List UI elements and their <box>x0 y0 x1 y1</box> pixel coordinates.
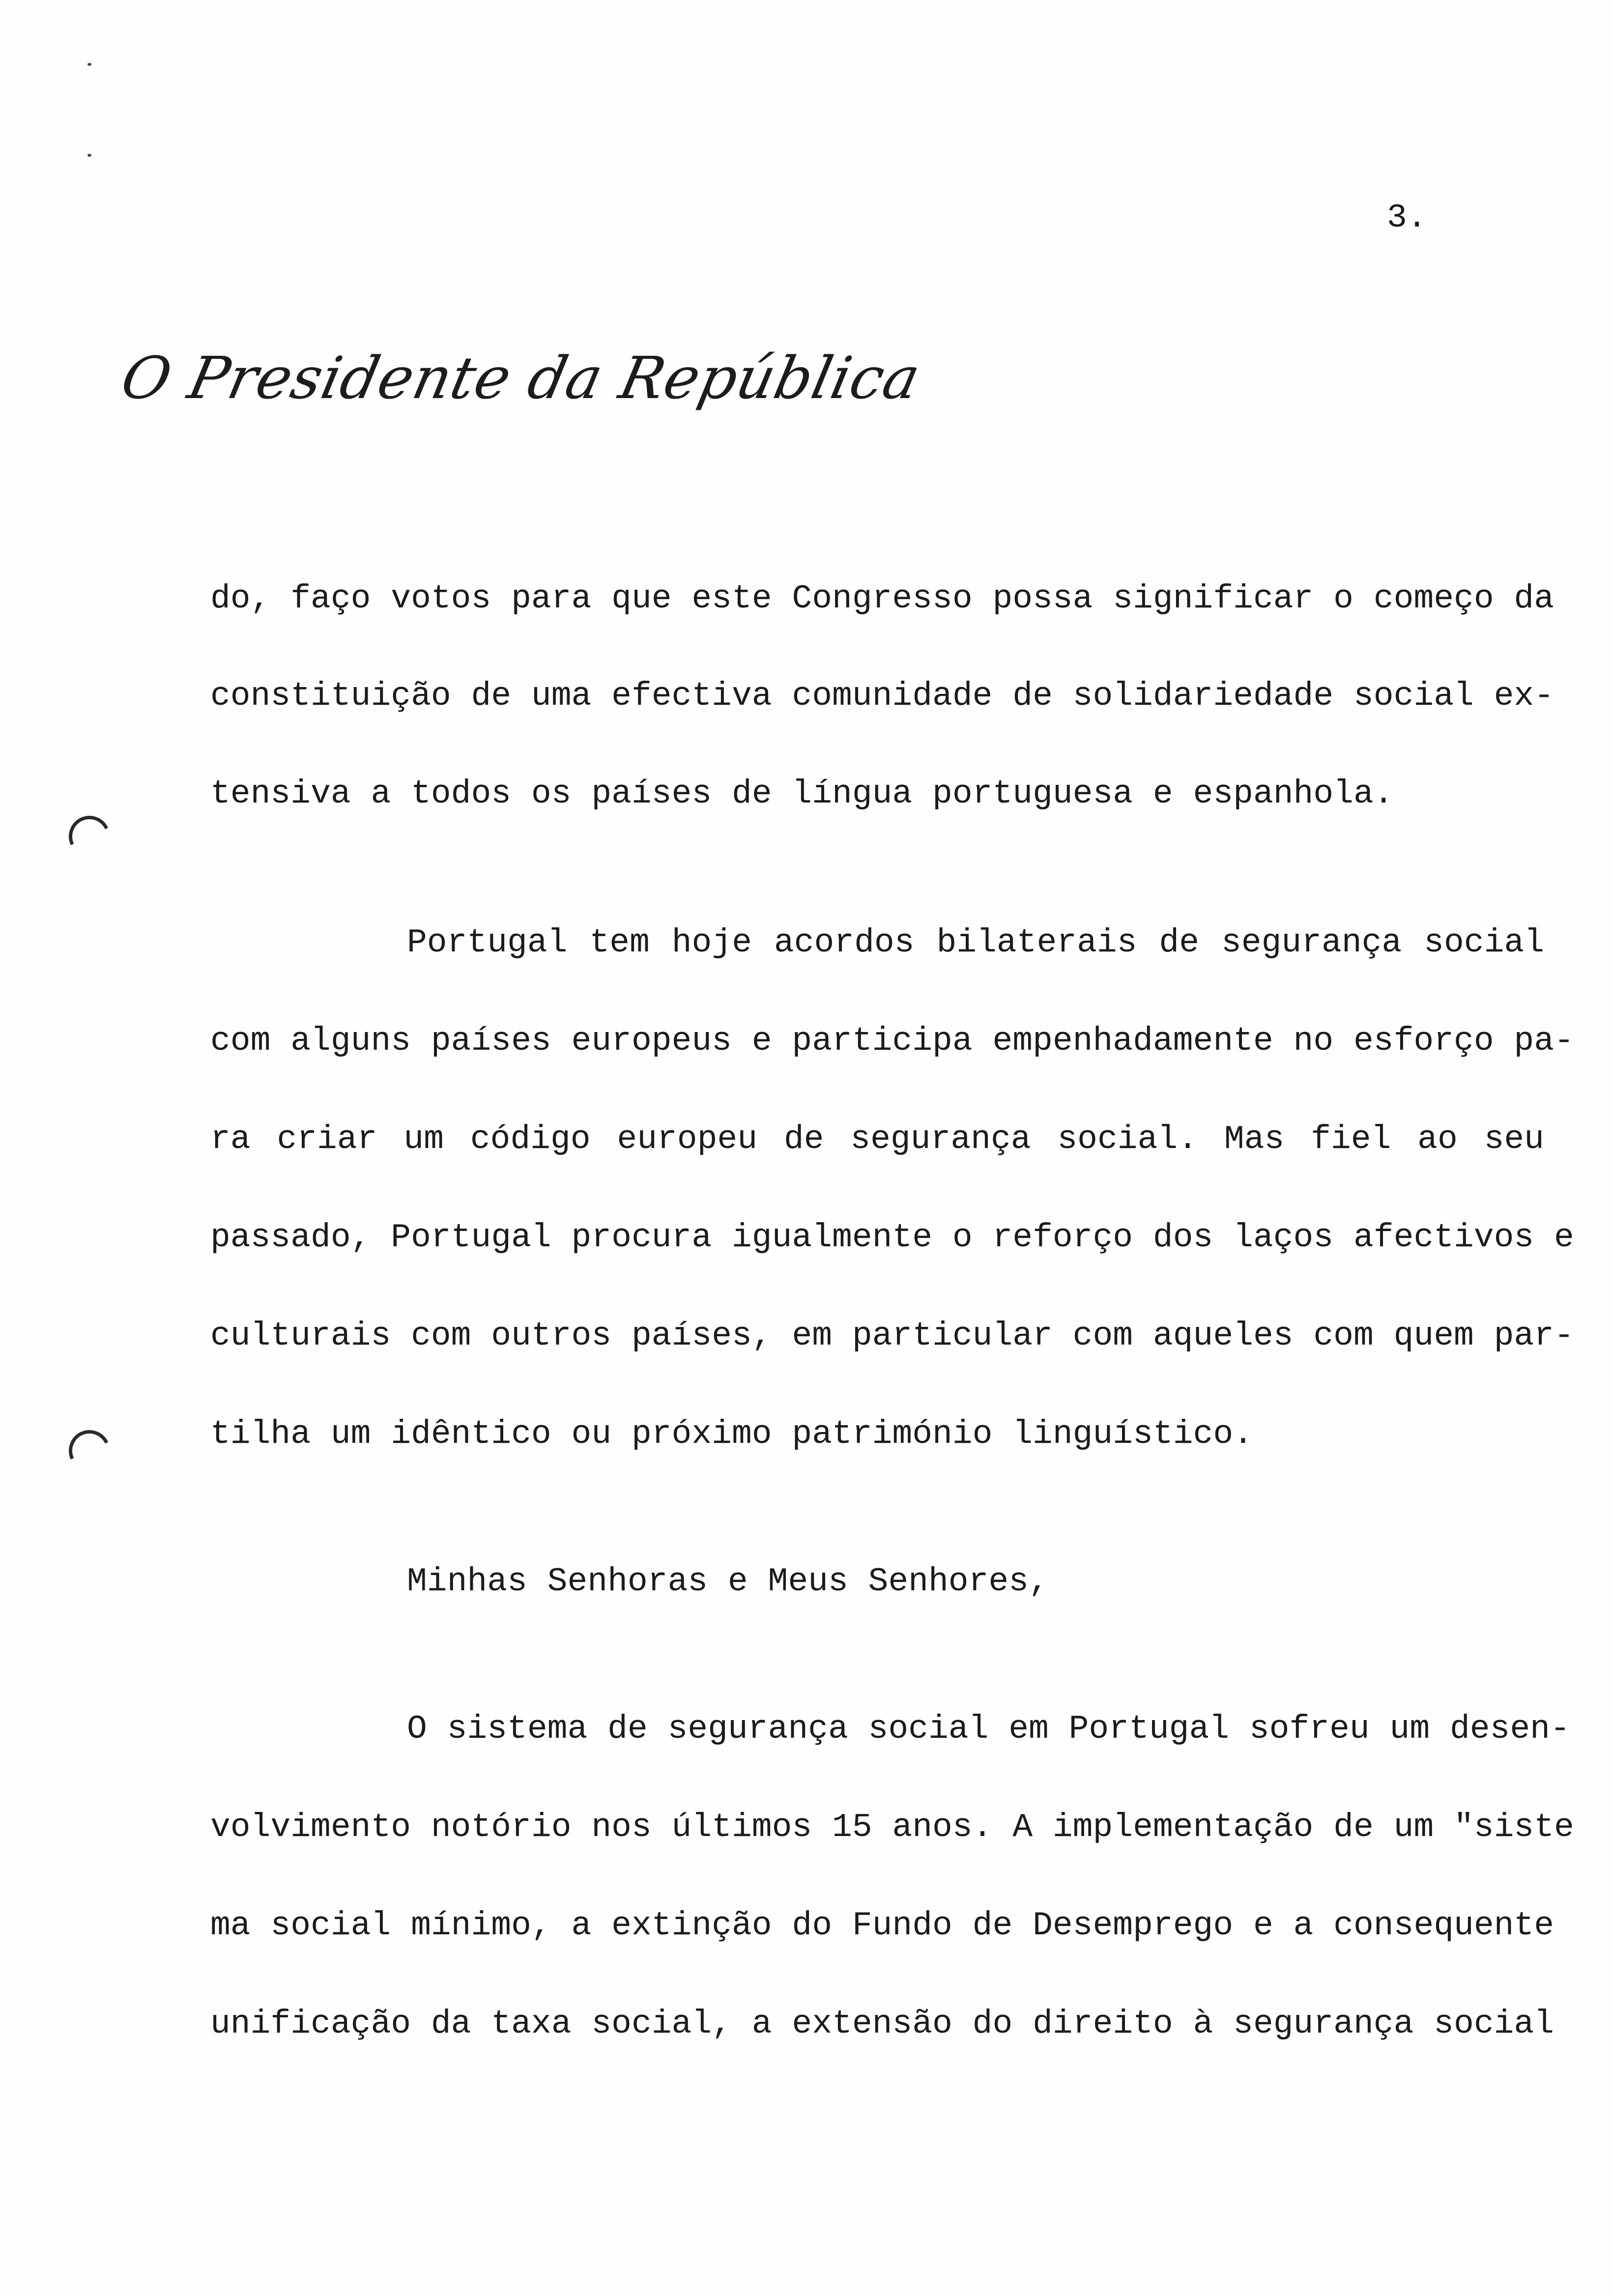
text-line: do, faço votos para que este Congresso possa significar o começo da <box>210 580 1554 618</box>
text-line: culturais com outros países, em particular com aqueles com quem par- <box>210 1317 1574 1355</box>
text-line: O sistema de segurança social em Portugal sofreu um desen- <box>407 1710 1570 1748</box>
text-line: ma social mínimo, a extinção do Fundo de Desemprego e a consequente <box>210 1907 1554 1945</box>
text-line: Portugal tem hoje acordos bilaterais de segurança social <box>407 924 1544 962</box>
letterhead-president: O Presidente da República <box>115 344 926 412</box>
text-line: passado, Portugal procura igualmente o reforço dos laços afectivos e <box>210 1219 1574 1257</box>
margin-speck <box>87 154 91 157</box>
text-line: com alguns países europeus e participa empenhadamente no esforço pa- <box>210 1022 1574 1060</box>
margin-speck <box>87 63 91 66</box>
text-line: tilha um idêntico ou próximo património linguístico. <box>210 1415 1253 1453</box>
page-number: 3. <box>1387 199 1427 237</box>
text-line: ra criar um código europeu de segurança social. Mas fiel ao seu <box>210 1120 1544 1158</box>
punch-hole <box>63 1424 116 1477</box>
punch-hole <box>63 810 116 863</box>
text-line: constituição de uma efectiva comunidade de solidariedade social ex- <box>210 677 1554 715</box>
salutation: Minhas Senhoras e Meus Senhores, <box>407 1563 1049 1601</box>
text-line: unificação da taxa social, a extensão do direito à segurança social <box>210 2005 1554 2043</box>
text-line: tensiva a todos os países de língua portuguesa e espanhola. <box>210 775 1394 813</box>
text-line: volvimento notório nos últimos 15 anos. A implementação de um "siste <box>210 1808 1574 1846</box>
